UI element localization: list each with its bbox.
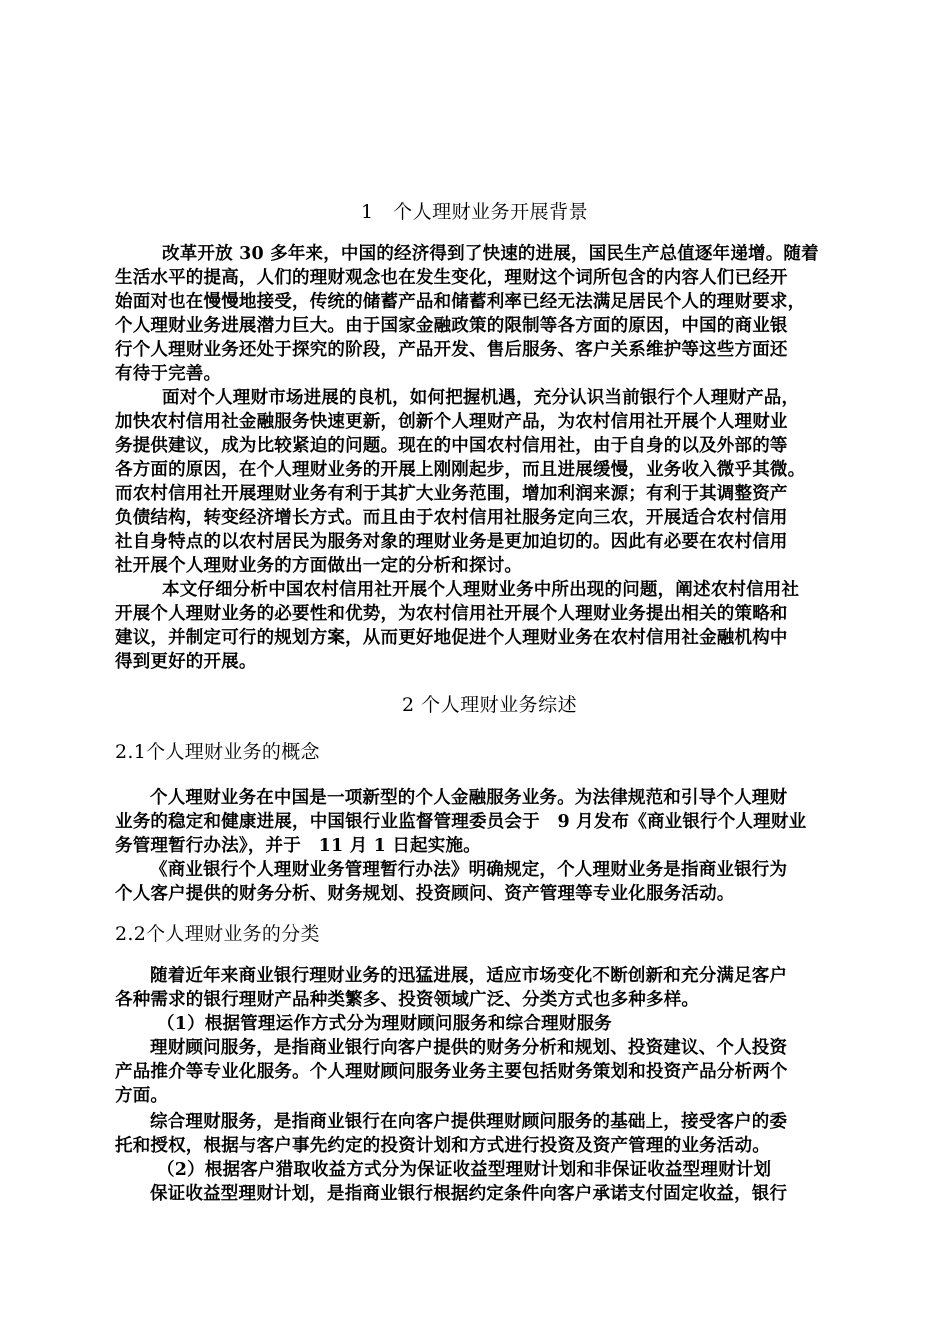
paragraph-line: 改革开放 30 多年来，中国的经济得到了快速的进展，国民生产总值逐年递增。随着 — [162, 244, 819, 264]
paragraph-line: 理财顾问服务，是指商业银行向客户提供的财务分析和规划、投资建议、个人投资 — [150, 1038, 788, 1058]
paragraph-line: 始面对也在慢慢地接受，传统的储蓄产品和储蓄利率已经无法满足居民个人的理财要求， — [115, 292, 806, 312]
paragraph-line: 行个人理财业务还处于探究的阶段，产品开发、售后服务、客户关系维护等这些方面还 — [115, 340, 788, 360]
list-heading-line: （1）根据管理运作方式分为理财顾问服务和综合理财服务 — [157, 1014, 612, 1034]
paragraph-line: 开展个人理财业务的必要性和优势，为农村信用社开展个人理财业务提出相关的策略和 — [115, 604, 788, 624]
subsection-2-1-heading: 2.1个人理财业务的概念 — [115, 741, 320, 763]
paragraph-line: 负债结构，转变经济增长方式。而且由于农村信用社服务定向三农，开展适合农村信用 — [115, 508, 788, 528]
paragraph-line: 《商业银行个人理财业务管理暂行办法》明确规定，个人理财业务是指商业银行为 — [150, 860, 788, 880]
list-heading-line: （2）根据客户猎取收益方式分为保证收益型理财计划和非保证收益型理财计划 — [157, 1160, 772, 1180]
paragraph-line: 方面。 — [115, 1086, 169, 1106]
paragraph-line: 各方面的原因，在个人理财业务的开展上刚刚起步，而且进展缓慢，业务收入微乎其微。 — [115, 460, 806, 480]
paragraph-line: 业务的稳定和健康进展，中国银行业监督管理委员会于 9 月发布《商业银行个人理财业 — [115, 812, 807, 832]
section-1-heading: 1 个人理财业务开展背景 — [361, 201, 589, 223]
section-2-heading: 2 个人理财业务综述 — [402, 694, 578, 716]
paragraph-line: 务提供建议，成为比较紧迫的问题。现在的中国农村信用社，由于自身的以及外部的等 — [115, 436, 788, 456]
paragraph-line: 社开展个人理财业务的方面做出一定的分析和探讨。 — [115, 556, 523, 576]
paragraph-line: 建议，并制定可行的规划方案，从而更好地促进个人理财业务在农村信用社金融机构中 — [115, 628, 788, 648]
paragraph-line: 加快农村信用社金融服务快速更新，创新个人理财产品，为农村信用社开展个人理财业 — [115, 412, 788, 432]
paragraph-line: 生活水平的提高，人们的理财观念也在发生变化，理财这个词所包含的内容人们已经开 — [115, 268, 788, 288]
paragraph-line: 社自身特点的以农村居民为服务对象的理财业务是更加迫切的。因此有必要在农村信用 — [115, 532, 788, 552]
paragraph-line: 各种需求的银行理财产品种类繁多、投资领域广泛、分类方式也多种多样。 — [115, 990, 700, 1010]
paragraph-line: 托和授权，根据与客户事先约定的投资计划和方式进行投资及资产管理的业务活动。 — [115, 1136, 770, 1156]
paragraph-line: 务管理暂行办法》，并于 11 月 1 日起实施。 — [115, 836, 481, 856]
paragraph-line: 产品推介等专业化服务。个人理财顾问服务业务主要包括财务策划和投资产品分析两个 — [115, 1062, 788, 1082]
paragraph-line: 而农村信用社开展理财业务有利于其扩大业务范围，增加利润来源；有利于其调整资产 — [115, 484, 788, 504]
paragraph-line: 随着近年来商业银行理财业务的迅猛进展，适应市场变化不断创新和充分满足客户 — [150, 966, 788, 986]
paragraph-line: 个人理财业务进展潜力巨大。由于国家金融政策的限制等各方面的原因，中国的商业银 — [115, 316, 788, 336]
paragraph-line: 保证收益型理财计划，是指商业银行根据约定条件向客户承诺支付固定收益，银行 — [150, 1184, 788, 1204]
subsection-2-2-heading: 2.2个人理财业务的分类 — [115, 923, 320, 945]
paragraph-line: 个人理财业务在中国是一项新型的个人金融服务业务。为法律规范和引导个人理财 — [150, 788, 788, 808]
paragraph-line: 面对个人理财市场进展的良机，如何把握机遇，充分认识当前银行个人理财产品， — [162, 388, 800, 408]
paragraph-line: 个人客户提供的财务分析、财务规划、投资顾问、资产管理等专业化服务活动。 — [115, 884, 735, 904]
paragraph-line: 有待于完善。 — [115, 364, 222, 384]
paragraph-line: 本文仔细分析中国农村信用社开展个人理财业务中所出现的问题，阐述农村信用社 — [162, 580, 800, 600]
paragraph-line: 综合理财服务，是指商业银行在向客户提供理财顾问服务的基础上，接受客户的委 — [150, 1112, 788, 1132]
paragraph-line: 得到更好的开展。 — [115, 652, 257, 672]
